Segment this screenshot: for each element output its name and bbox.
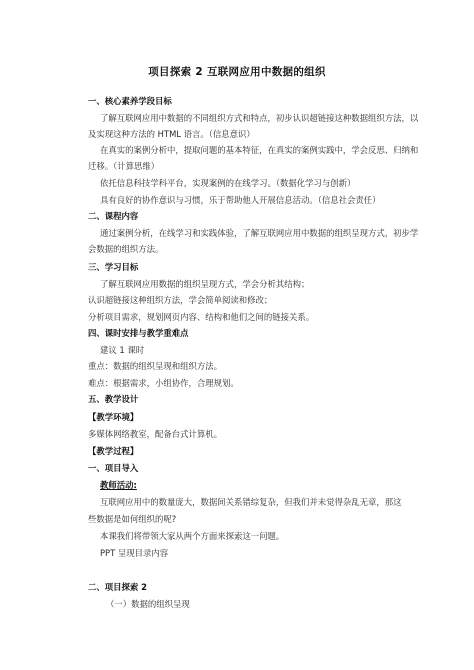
paragraph-line: 依托信息科技学科平台，实现案例的在线学习。（数据化学习与创新） [100, 178, 356, 188]
paragraph-line: 了解互联网应用中数据的不同组织方式和特点，初步认识超链接这种数据组织方法，以 [100, 113, 419, 123]
paragraph-line: 互联网应用中的数量庞大，数据间关系错综复杂，但我们并未觉得杂乱无章，那这 [100, 497, 402, 507]
paragraph-line: 会数据的组织方法。 [88, 244, 164, 254]
process-heading: 【教学过程】 [88, 446, 139, 456]
subsection-heading-explore: 二、项目探索 2 [88, 582, 147, 592]
section-heading-schedule: 四、课时安排与教学重难点 [88, 328, 189, 338]
paragraph-line: 了解互联网应用数据的组织呈现方式，学会分析其结构； [100, 279, 310, 289]
section-heading-objectives: 三、学习目标 [88, 262, 139, 272]
teacher-activity-label: 教师活动: [100, 480, 137, 490]
paragraph-line: 及实现这种方法的 HTML 语言。（信息意识） [88, 129, 255, 139]
paragraph-line: 分析项目需求，规划网页内容、结构和他们之间的链接关系。 [88, 312, 315, 322]
paragraph-line: 多媒体网络教室，配备台式计算机。 [88, 429, 222, 439]
paragraph-line: 迁移。（计算思维） [88, 161, 160, 171]
paragraph-line: 具有良好的协作意识与习惯，乐于帮助他人开展信息活动。（信息社会责任） [100, 195, 381, 205]
paragraph-line: （一）数据的组织呈现 [106, 599, 190, 609]
section-heading-goals: 一、核心素养学段目标 [88, 96, 172, 106]
paragraph-line: 本课我们将带领大家从两个方面来探索这一问题。 [100, 531, 285, 541]
subsection-heading-intro: 一、项目导入 [88, 463, 139, 473]
section-heading-content: 二、课程内容 [88, 211, 139, 221]
paragraph-line: 通过案例分析，在线学习和实践体验，了解互联网应用中数据的组织呈现方式，初步学 [100, 228, 419, 238]
paragraph-line: 认识超链接这种组织方法，学会简单阅读和修改； [88, 295, 273, 305]
paragraph-line: 难点：根据需求，小组协作，合理规划。 [88, 378, 239, 388]
paragraph-line: 些数据是如何组织的呢? [88, 514, 177, 524]
section-heading-design: 五、教学设计 [88, 394, 139, 404]
paragraph-line: PPT 呈现目录内容 [100, 548, 169, 558]
paragraph-line: 重点：数据的组织呈现和组织方法。 [88, 361, 222, 371]
paragraph-line: 建议 1 课时 [100, 345, 145, 355]
paragraph-line: 在真实的案例分析中，提取问题的基本特征，在真实的案例实践中，学会反思、归纳和 [100, 145, 419, 155]
page-title: 项目探索 2 互联网应用中数据的组织 [148, 66, 326, 78]
env-heading: 【教学环境】 [88, 412, 139, 422]
